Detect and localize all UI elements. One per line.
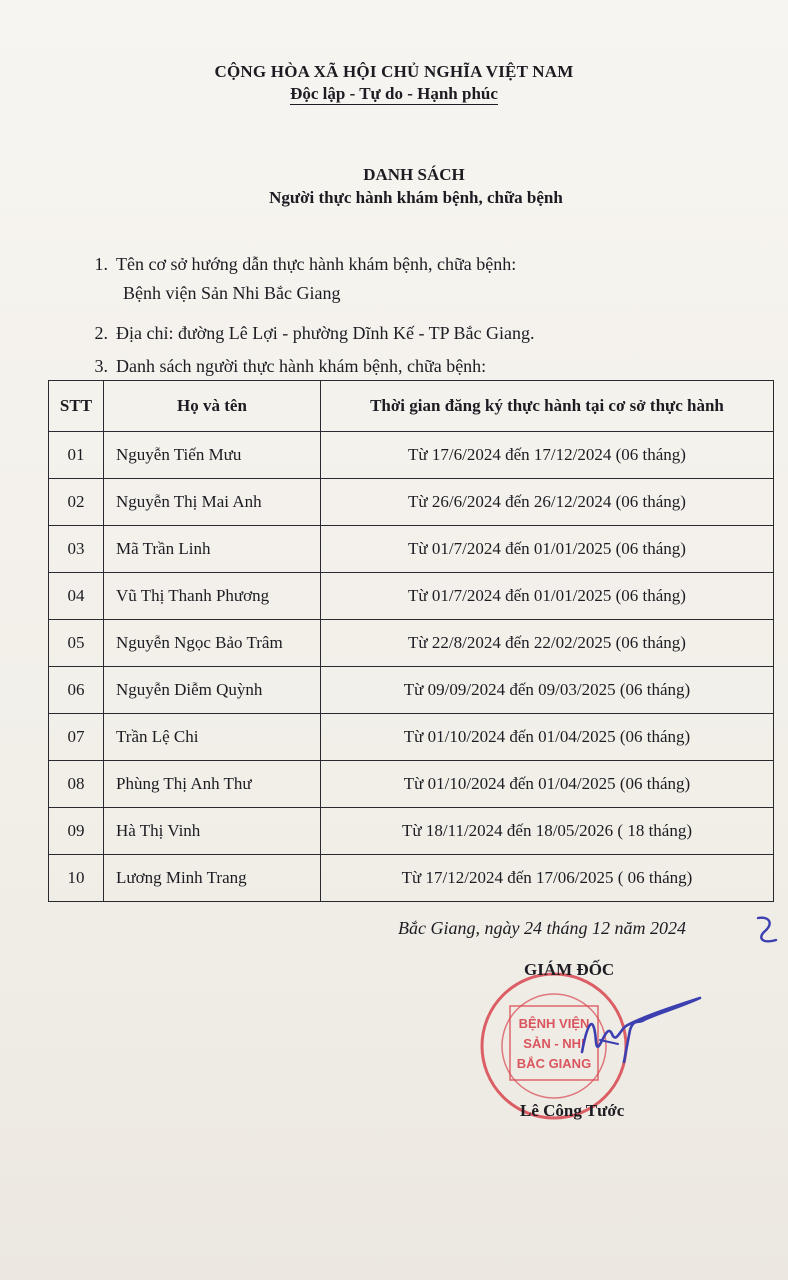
- table-row: [49, 761, 774, 808]
- cell-stt: 05: [49, 620, 104, 667]
- table-row: [49, 667, 774, 714]
- table-row: [49, 479, 774, 526]
- cell-name: Mã Trần Linh: [104, 526, 321, 573]
- cell-period: Từ 17/12/2024 đến 17/06/2025 ( 06 tháng): [321, 855, 774, 902]
- cell-stt: 09: [49, 808, 104, 855]
- cell-period: Từ 01/10/2024 đến 01/04/2025 (06 tháng): [321, 714, 774, 761]
- cell-name: Vũ Thị Thanh Phương: [104, 573, 321, 620]
- table-row: [49, 855, 774, 902]
- signer-name: Lê Công Tước: [520, 1101, 625, 1120]
- cell-period: Từ 22/8/2024 đến 22/02/2025 (06 tháng): [321, 620, 774, 667]
- cell-name: Nguyễn Thị Mai Anh: [104, 479, 321, 526]
- cell-name: Nguyễn Tiến Mưu: [104, 432, 321, 479]
- cell-stt: 06: [49, 667, 104, 714]
- table-row: [49, 714, 774, 761]
- item-number: 2.: [94, 323, 108, 343]
- stamp-line-3: BẮC GIANG: [516, 1056, 592, 1071]
- item-text: Danh sách người thực hành khám bệnh, chữa bệnh:: [116, 356, 487, 376]
- cell-stt: 04: [49, 573, 104, 620]
- cell-stt: 10: [49, 855, 104, 902]
- header-stt: STT: [49, 381, 104, 432]
- cell-name: Phùng Thị Anh Thư: [104, 761, 321, 808]
- stamp-line-1: BỆNH VIỆN: [518, 1016, 590, 1031]
- cell-period: Từ 01/7/2024 đến 01/01/2025 (06 tháng): [321, 573, 774, 620]
- table-header-row: [49, 381, 774, 432]
- cell-stt: 03: [49, 526, 104, 573]
- document-subtitle: Người thực hành khám bệnh, chữa bệnh: [269, 188, 563, 207]
- place-date: Bắc Giang, ngày 24 tháng 12 năm 2024: [398, 918, 686, 938]
- cell-name: Trần Lệ Chi: [104, 714, 321, 761]
- table-row: [49, 526, 774, 573]
- cell-stt: 08: [49, 761, 104, 808]
- national-motto: [0, 84, 788, 104]
- cell-period: Từ 01/10/2024 đến 01/04/2025 (06 tháng): [321, 761, 774, 808]
- motto-text: Độc lập - Tự do - Hạnh phúc: [290, 84, 498, 103]
- document-title: DANH SÁCH: [363, 165, 465, 184]
- item-number: 3.: [94, 356, 108, 376]
- cell-period: Từ 26/6/2024 đến 26/12/2024 (06 tháng): [321, 479, 774, 526]
- cell-period: Từ 01/7/2024 đến 01/01/2025 (06 tháng): [321, 526, 774, 573]
- signer-title: GIÁM ĐỐC: [524, 960, 615, 979]
- item-number: 1.: [94, 254, 108, 274]
- cell-period: Từ 09/09/2024 đến 09/03/2025 (06 tháng): [321, 667, 774, 714]
- cell-name: Nguyễn Ngọc Bảo Trâm: [104, 620, 321, 667]
- facility-name: Bệnh viện Sản Nhi Bắc Giang: [123, 283, 341, 303]
- cell-stt: 01: [49, 432, 104, 479]
- cell-name: Nguyễn Diễm Quỳnh: [104, 667, 321, 714]
- cell-period: Từ 17/6/2024 đến 17/12/2024 (06 tháng): [321, 432, 774, 479]
- item-text: Địa chỉ: đường Lê Lợi - phường Dĩnh Kế - TP Bắc Giang.: [116, 323, 535, 343]
- header-period: Thời gian đăng ký thực hành tại cơ sở thực hành: [321, 381, 774, 432]
- cell-name: Hà Thị Vinh: [104, 808, 321, 855]
- national-title: CỘNG HÒA XÃ HỘI CHỦ NGHĨA VIỆT NAM: [214, 62, 574, 81]
- cell-stt: 07: [49, 714, 104, 761]
- table-row: [49, 432, 774, 479]
- table-row: [49, 573, 774, 620]
- signature-icon: [560, 990, 710, 1070]
- cell-name: Lương Minh Trang: [104, 855, 321, 902]
- practitioner-table: [48, 380, 774, 902]
- item-text: Tên cơ sở hướng dẫn thực hành khám bệnh, chữa bệnh:: [116, 254, 517, 274]
- table-row: [49, 620, 774, 667]
- header-name: Họ và tên: [104, 381, 321, 432]
- cell-stt: 02: [49, 479, 104, 526]
- stamp-line-2: SẢN - NHI: [523, 1036, 585, 1051]
- table-row: [49, 808, 774, 855]
- handwritten-mark-icon: [752, 914, 782, 948]
- cell-period: Từ 18/11/2024 đến 18/05/2026 ( 18 tháng): [321, 808, 774, 855]
